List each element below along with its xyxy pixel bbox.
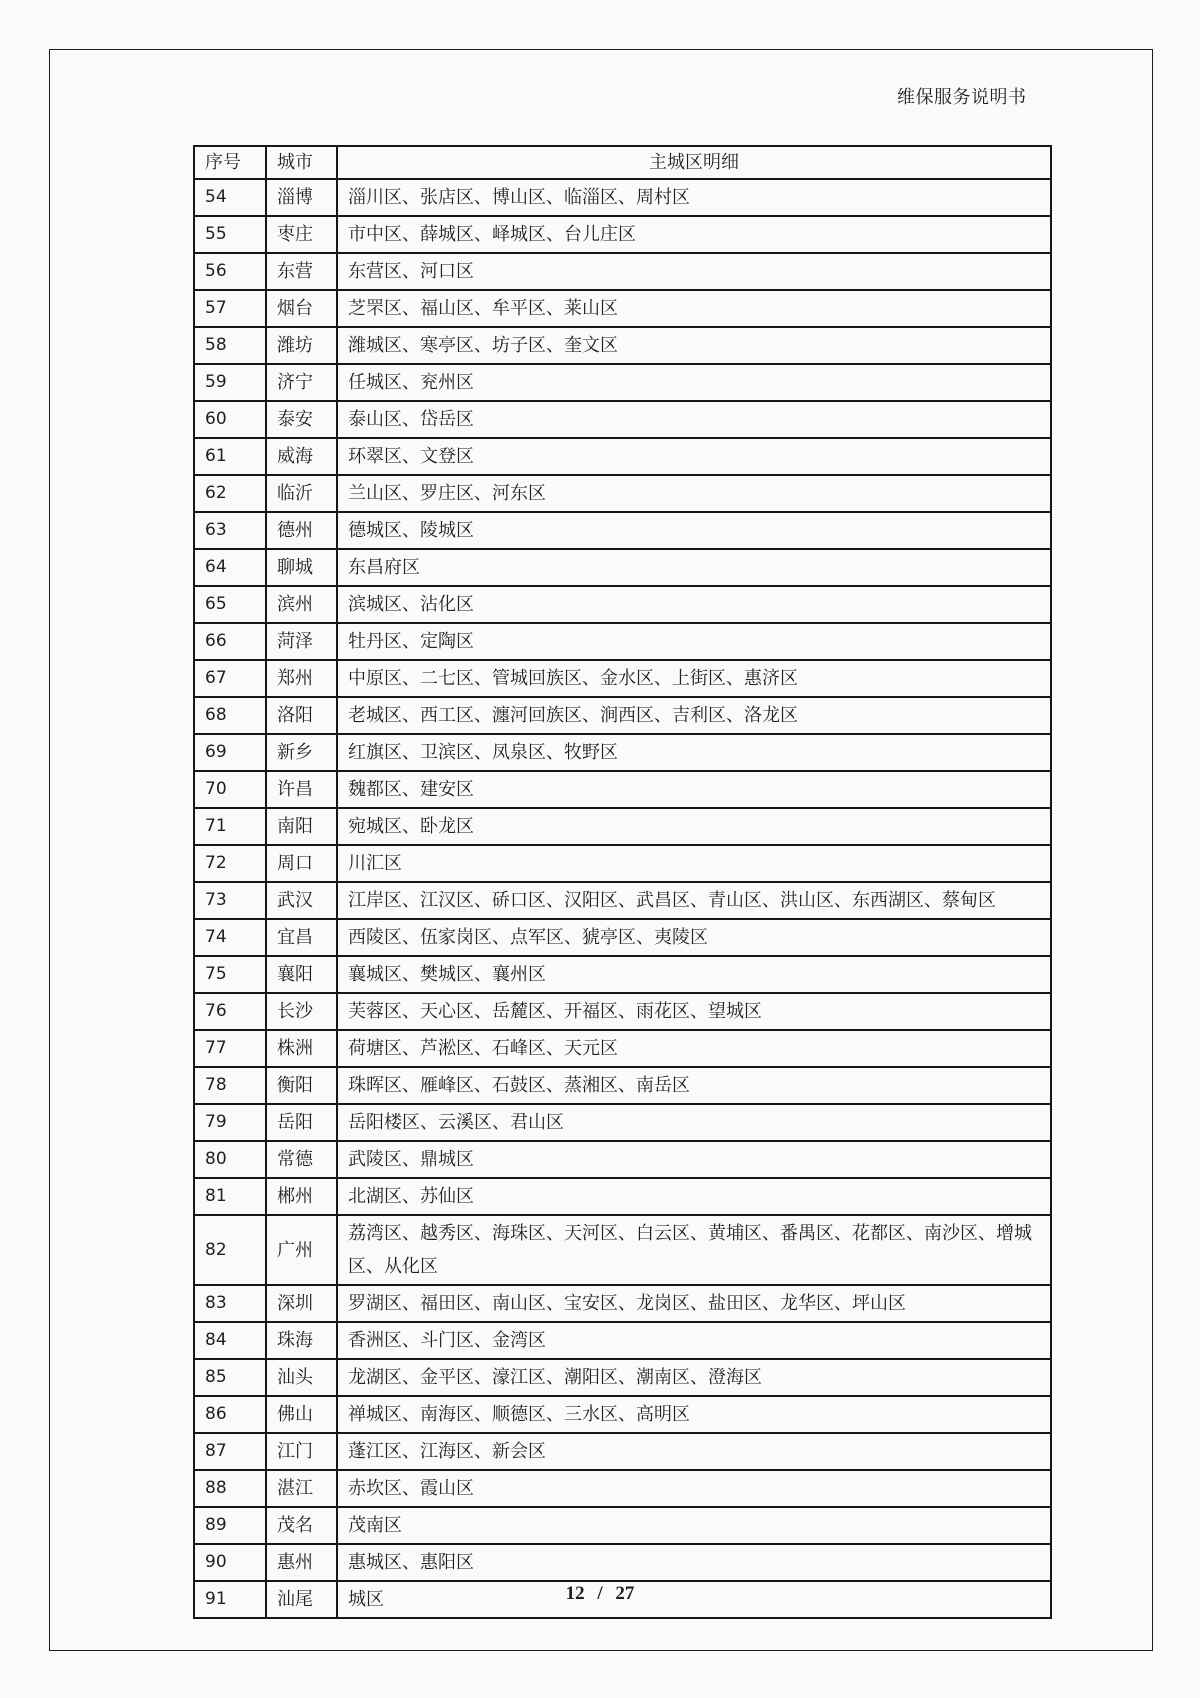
cell-no: 63 <box>194 512 266 549</box>
cell-districts: 环翠区、文登区 <box>337 438 1051 475</box>
table-row <box>194 660 1051 697</box>
header-cell-no: 序号 <box>194 146 266 179</box>
cell-districts: 茂南区 <box>337 1507 1051 1544</box>
table-row <box>194 1359 1051 1396</box>
cell-districts: 中原区、二七区、管城回族区、金水区、上街区、惠济区 <box>337 660 1051 697</box>
cell-city: 淄博 <box>266 179 337 216</box>
cell-districts: 襄城区、樊城区、襄州区 <box>337 956 1051 993</box>
cell-districts: 龙湖区、金平区、濠江区、潮阳区、潮南区、澄海区 <box>337 1359 1051 1396</box>
table-row <box>194 549 1051 586</box>
cell-districts: 芝罘区、福山区、牟平区、莱山区 <box>337 290 1051 327</box>
cell-city: 宜昌 <box>266 919 337 956</box>
cell-no: 89 <box>194 1507 266 1544</box>
table-row <box>194 475 1051 512</box>
cell-districts: 荔湾区、越秀区、海珠区、天河区、白云区、黄埔区、番禺区、花都区、南沙区、增城区、从化区 <box>337 1215 1051 1285</box>
table-row <box>194 1544 1051 1581</box>
cell-city: 烟台 <box>266 290 337 327</box>
cell-city: 滨州 <box>266 586 337 623</box>
cell-districts: 宛城区、卧龙区 <box>337 808 1051 845</box>
cell-city: 江门 <box>266 1433 337 1470</box>
table-row <box>194 364 1051 401</box>
table-row <box>194 623 1051 660</box>
table-row <box>194 956 1051 993</box>
table-row <box>194 1178 1051 1215</box>
cell-city: 周口 <box>266 845 337 882</box>
cell-districts: 东昌府区 <box>337 549 1051 586</box>
cell-no: 72 <box>194 845 266 882</box>
table-row <box>194 290 1051 327</box>
table-body <box>194 179 1051 1618</box>
cell-city: 武汉 <box>266 882 337 919</box>
cell-no: 59 <box>194 364 266 401</box>
cell-no: 71 <box>194 808 266 845</box>
cell-no: 90 <box>194 1544 266 1581</box>
cell-city: 汕头 <box>266 1359 337 1396</box>
cell-city: 珠海 <box>266 1322 337 1359</box>
cell-city: 郴州 <box>266 1178 337 1215</box>
cell-no: 81 <box>194 1178 266 1215</box>
table-row <box>194 882 1051 919</box>
cell-no: 80 <box>194 1141 266 1178</box>
cell-city: 茂名 <box>266 1507 337 1544</box>
table-row <box>194 327 1051 364</box>
page-number-current: 12 <box>565 1583 585 1604</box>
cell-city: 广州 <box>266 1215 337 1285</box>
header-cell-city: 城市 <box>266 146 337 179</box>
cell-city: 潍坊 <box>266 327 337 364</box>
doc-header-title: 维保服务说明书 <box>897 87 1027 107</box>
cell-city: 衡阳 <box>266 1067 337 1104</box>
table-row <box>194 1322 1051 1359</box>
table-row <box>194 1285 1051 1322</box>
cell-no: 76 <box>194 993 266 1030</box>
cell-city: 岳阳 <box>266 1104 337 1141</box>
cell-city: 襄阳 <box>266 956 337 993</box>
cell-city: 菏泽 <box>266 623 337 660</box>
cell-no: 73 <box>194 882 266 919</box>
cell-districts: 北湖区、苏仙区 <box>337 1178 1051 1215</box>
cell-districts: 老城区、西工区、瀍河回族区、涧西区、吉利区、洛龙区 <box>337 697 1051 734</box>
cell-city: 聊城 <box>266 549 337 586</box>
cell-districts: 川汇区 <box>337 845 1051 882</box>
cell-districts: 魏都区、建安区 <box>337 771 1051 808</box>
table-row <box>194 253 1051 290</box>
cell-no: 60 <box>194 401 266 438</box>
cell-districts: 淄川区、张店区、博山区、临淄区、周村区 <box>337 179 1051 216</box>
cell-districts: 兰山区、罗庄区、河东区 <box>337 475 1051 512</box>
cell-city: 临沂 <box>266 475 337 512</box>
table-row <box>194 1030 1051 1067</box>
cell-no: 91 <box>194 1581 266 1618</box>
cell-districts: 牡丹区、定陶区 <box>337 623 1051 660</box>
table-row <box>194 216 1051 253</box>
cell-no: 85 <box>194 1359 266 1396</box>
table-row <box>194 179 1051 216</box>
table-row <box>194 401 1051 438</box>
cell-no: 58 <box>194 327 266 364</box>
cell-districts: 芙蓉区、天心区、岳麓区、开福区、雨花区、望城区 <box>337 993 1051 1030</box>
table-row <box>194 1396 1051 1433</box>
table-row <box>194 1470 1051 1507</box>
cell-city: 长沙 <box>266 993 337 1030</box>
cell-city: 惠州 <box>266 1544 337 1581</box>
page-number-total: 27 <box>615 1583 635 1604</box>
cell-no: 83 <box>194 1285 266 1322</box>
cell-no: 56 <box>194 253 266 290</box>
cell-city: 南阳 <box>266 808 337 845</box>
cell-city: 湛江 <box>266 1470 337 1507</box>
table-row <box>194 993 1051 1030</box>
cell-no: 62 <box>194 475 266 512</box>
cell-districts: 东营区、河口区 <box>337 253 1051 290</box>
table-row <box>194 1104 1051 1141</box>
cell-districts: 红旗区、卫滨区、凤泉区、牧野区 <box>337 734 1051 771</box>
cell-districts: 香洲区、斗门区、金湾区 <box>337 1322 1051 1359</box>
cell-districts: 岳阳楼区、云溪区、君山区 <box>337 1104 1051 1141</box>
table-row <box>194 919 1051 956</box>
cell-districts: 荷塘区、芦淞区、石峰区、天元区 <box>337 1030 1051 1067</box>
page-footer <box>0 1583 1200 1605</box>
table-row <box>194 1433 1051 1470</box>
cell-city: 郑州 <box>266 660 337 697</box>
table-row <box>194 845 1051 882</box>
cell-districts: 罗湖区、福田区、南山区、宝安区、龙岗区、盐田区、龙华区、坪山区 <box>337 1285 1051 1322</box>
cell-no: 74 <box>194 919 266 956</box>
cell-districts: 市中区、薛城区、峄城区、台儿庄区 <box>337 216 1051 253</box>
cell-city: 常德 <box>266 1141 337 1178</box>
cell-no: 67 <box>194 660 266 697</box>
cell-city: 德州 <box>266 512 337 549</box>
cell-districts: 江岸区、江汉区、硚口区、汉阳区、武昌区、青山区、洪山区、东西湖区、蔡甸区 <box>337 882 1051 919</box>
cell-districts: 泰山区、岱岳区 <box>337 401 1051 438</box>
table-row <box>194 1141 1051 1178</box>
table-row <box>194 1067 1051 1104</box>
cell-no: 75 <box>194 956 266 993</box>
cell-no: 79 <box>194 1104 266 1141</box>
table-row <box>194 512 1051 549</box>
cell-no: 55 <box>194 216 266 253</box>
cell-no: 78 <box>194 1067 266 1104</box>
table-row <box>194 1507 1051 1544</box>
table-row <box>194 1215 1051 1285</box>
cell-no: 57 <box>194 290 266 327</box>
cell-no: 66 <box>194 623 266 660</box>
cell-no: 61 <box>194 438 266 475</box>
table-row <box>194 586 1051 623</box>
table-row <box>194 808 1051 845</box>
page-number-separator: / <box>597 1583 603 1604</box>
cell-city: 许昌 <box>266 771 337 808</box>
table-row <box>194 734 1051 771</box>
cell-districts: 惠城区、惠阳区 <box>337 1544 1051 1581</box>
cell-districts: 德城区、陵城区 <box>337 512 1051 549</box>
cell-no: 70 <box>194 771 266 808</box>
cell-no: 87 <box>194 1433 266 1470</box>
cell-no: 77 <box>194 1030 266 1067</box>
cell-districts: 赤坎区、霞山区 <box>337 1470 1051 1507</box>
cell-districts: 武陵区、鼎城区 <box>337 1141 1051 1178</box>
cell-districts: 珠晖区、雁峰区、石鼓区、蒸湘区、南岳区 <box>337 1067 1051 1104</box>
table-row <box>194 438 1051 475</box>
table-row <box>194 771 1051 808</box>
cell-city: 枣庄 <box>266 216 337 253</box>
header-cell-districts: 主城区明细 <box>337 146 1051 179</box>
cell-no: 68 <box>194 697 266 734</box>
cell-no: 88 <box>194 1470 266 1507</box>
districts-table <box>193 145 1052 1619</box>
cell-districts: 任城区、兖州区 <box>337 364 1051 401</box>
cell-city: 新乡 <box>266 734 337 771</box>
table-header-row <box>194 146 1051 179</box>
cell-city: 东营 <box>266 253 337 290</box>
cell-city: 佛山 <box>266 1396 337 1433</box>
cell-districts: 滨城区、沾化区 <box>337 586 1051 623</box>
cell-no: 69 <box>194 734 266 771</box>
cell-city: 汕尾 <box>266 1581 337 1618</box>
table-row <box>194 697 1051 734</box>
cell-city: 泰安 <box>266 401 337 438</box>
cell-districts: 西陵区、伍家岗区、点军区、猇亭区、夷陵区 <box>337 919 1051 956</box>
cell-districts: 禅城区、南海区、顺德区、三水区、高明区 <box>337 1396 1051 1433</box>
cell-city: 株洲 <box>266 1030 337 1067</box>
cell-city: 洛阳 <box>266 697 337 734</box>
cell-no: 82 <box>194 1215 266 1285</box>
cell-city: 济宁 <box>266 364 337 401</box>
cell-city: 威海 <box>266 438 337 475</box>
cell-no: 64 <box>194 549 266 586</box>
cell-no: 86 <box>194 1396 266 1433</box>
cell-no: 84 <box>194 1322 266 1359</box>
cell-districts: 蓬江区、江海区、新会区 <box>337 1433 1051 1470</box>
cell-districts: 潍城区、寒亭区、坊子区、奎文区 <box>337 327 1051 364</box>
cell-no: 54 <box>194 179 266 216</box>
cell-city: 深圳 <box>266 1285 337 1322</box>
cell-districts: 城区 <box>337 1581 1051 1618</box>
cell-no: 65 <box>194 586 266 623</box>
